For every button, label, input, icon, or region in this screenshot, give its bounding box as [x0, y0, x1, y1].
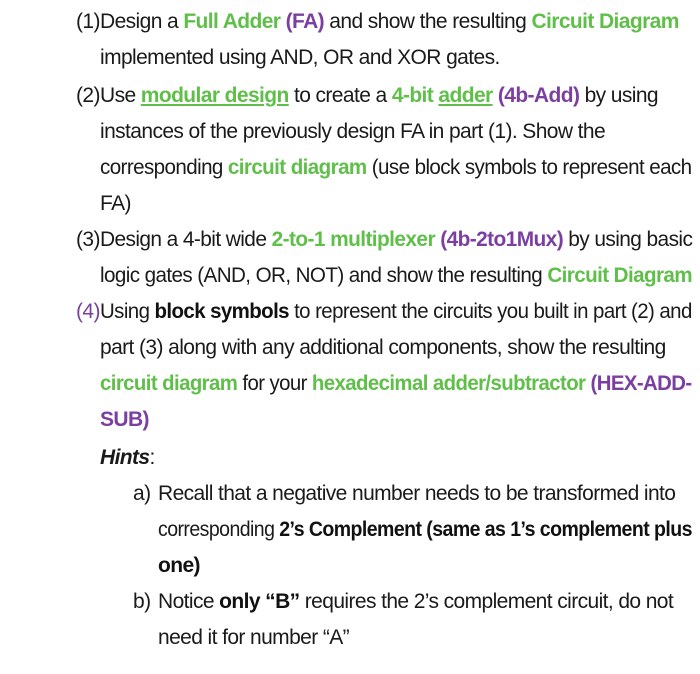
hints-label: Hints	[100, 446, 150, 469]
emphasis-text: block symbols	[154, 300, 289, 323]
emphasis-text: Full Adder	[183, 10, 286, 33]
emphasis-text: Circuit Diagram	[547, 264, 693, 287]
plain-text: requires the 2’s complement circuit, do not	[299, 590, 674, 613]
emphasis-text: only “B”	[219, 590, 300, 613]
plain-text: Using	[100, 300, 155, 323]
question-number: (2)	[76, 84, 100, 107]
question-number: (4)	[76, 300, 100, 323]
plain-text: Notice	[158, 590, 220, 613]
plain-text: part (3) along with any additional components, show the resulting	[100, 336, 666, 359]
emphasis-text: (4b-2to1Mux)	[440, 228, 564, 251]
hint-label: b)	[133, 590, 151, 613]
plain-text: need it for number “A”	[158, 626, 350, 649]
question-text	[100, 4, 680, 76]
hints-heading	[100, 440, 155, 476]
text-line	[100, 294, 692, 330]
hint-text	[158, 584, 688, 656]
emphasis-text: 2-to-1 multiplexer	[271, 228, 441, 251]
emphasis-text: 2’s Complement (same as 1’s complement plus	[279, 518, 692, 541]
text-line	[100, 186, 680, 222]
emphasis-text: circuit diagram	[227, 156, 367, 179]
plain-text: logic gates (AND, OR, NOT) and show the resulting	[100, 264, 548, 287]
plain-text: Design a 4-bit wide	[100, 228, 272, 251]
plain-text: by using	[579, 84, 659, 107]
plain-text: corresponding	[100, 156, 228, 179]
plain-text: to represent the circuits you built in part (2) and	[288, 300, 692, 323]
question-number: (1)	[76, 10, 100, 33]
plain-text: by using basic	[563, 228, 693, 251]
hint-label: a)	[133, 482, 151, 505]
text-line	[100, 40, 680, 76]
text-line	[100, 366, 692, 402]
text-line	[100, 402, 680, 438]
emphasis-text: (HEX-ADD-	[590, 372, 692, 395]
text-line	[100, 114, 680, 150]
text-line	[100, 258, 693, 294]
emphasis-text: adder	[438, 84, 493, 107]
plain-text: Use	[100, 84, 141, 107]
plain-text: and show the resulting	[324, 10, 532, 33]
emphasis-text: (FA)	[285, 10, 325, 33]
emphasis-text: (4b-Add)	[497, 84, 580, 107]
text-line	[100, 78, 680, 114]
text-line	[100, 150, 692, 186]
hints-colon: :	[149, 446, 155, 469]
emphasis-text: 4-bit	[391, 84, 439, 107]
text-line	[158, 512, 692, 548]
plain-text: for your	[237, 372, 312, 395]
text-line	[100, 330, 680, 366]
emphasis-text: one)	[158, 554, 200, 577]
plain-text: FA)	[100, 192, 131, 215]
emphasis-text: circuit diagram	[100, 372, 238, 395]
question-text	[100, 222, 693, 294]
question-text	[100, 78, 692, 222]
emphasis-text: hexadecimal adder/subtractor	[311, 372, 591, 395]
plain-text: implemented using AND, OR and XOR gates.	[100, 46, 500, 69]
text-line	[100, 4, 680, 40]
text-line	[158, 620, 688, 656]
plain-text: (use block symbols to represent each	[366, 156, 692, 179]
text-line	[158, 476, 688, 512]
emphasis-text: Circuit Diagram	[531, 10, 679, 33]
text-line	[158, 548, 688, 584]
plain-text: Recall that a negative number needs to be transformed into	[158, 482, 676, 505]
text-line	[100, 222, 693, 258]
question-text	[100, 294, 692, 438]
plain-text: corresponding	[158, 518, 280, 541]
emphasis-text: modular design	[140, 84, 289, 107]
emphasis-text: SUB)	[100, 408, 149, 431]
text-line	[158, 584, 688, 620]
plain-text: to create a	[288, 84, 392, 107]
hint-text	[158, 476, 692, 584]
plain-text: instances of the previously design FA in part (1). Show the	[100, 120, 606, 143]
question-number: (3)	[76, 228, 100, 251]
plain-text: Design a	[100, 10, 184, 33]
